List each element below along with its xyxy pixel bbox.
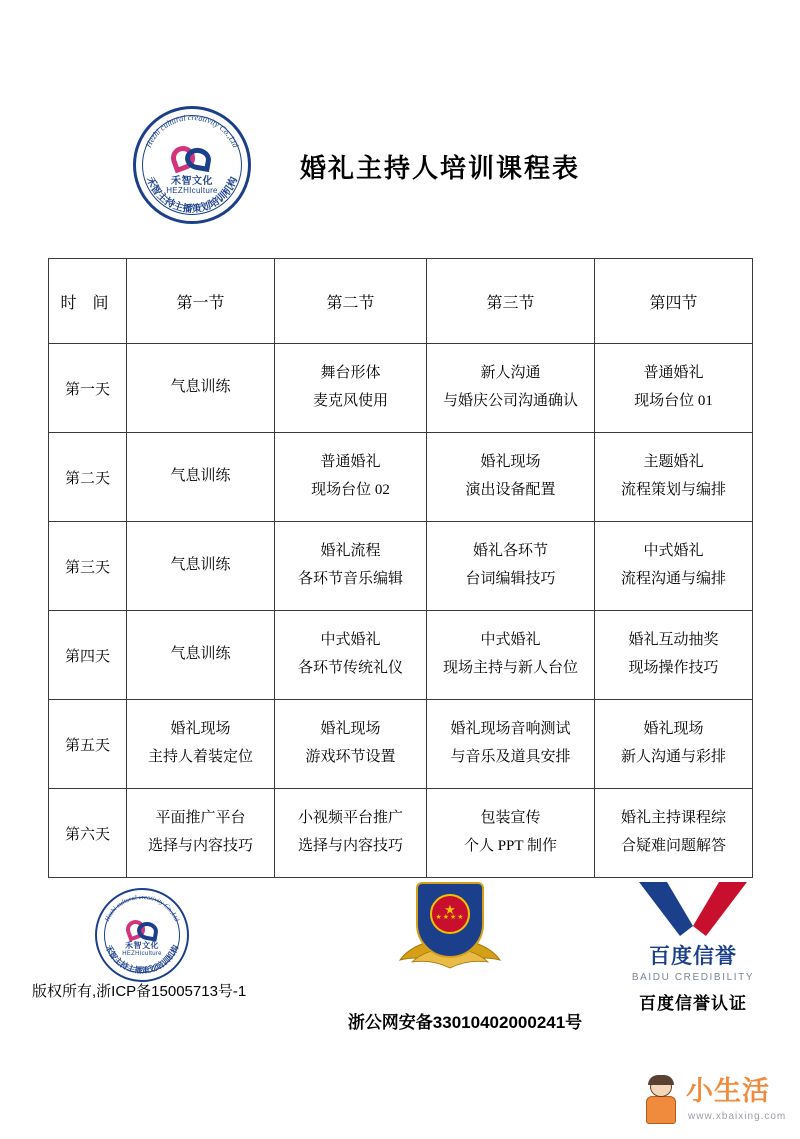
schedule-cell [427,522,595,611]
schedule-cell-line: 婚礼现场 [643,721,704,738]
schedule-cell-line: 婚礼流程 [320,543,381,560]
schedule-cell-line: 中式婚礼 [480,632,541,649]
schedule-cell-line: 中式婚礼 [643,543,704,560]
schedule-cell-line: 气息训练 [170,379,231,396]
footer-logo-name-cn: 禾智文化 [125,941,159,950]
baidu-name-cn: 百度信誉 [649,945,737,968]
table-row [49,611,753,700]
document-header [0,100,800,220]
schedule-cell-line: 气息训练 [170,557,231,574]
schedule-cell [127,611,275,700]
police-record-text: 浙公网安备33010402000241号 [347,1013,583,1032]
schedule-cell [275,433,427,522]
schedule-cell-line: 麦克风使用 [312,393,388,409]
schedule-cell [427,789,595,878]
schedule-cell-line: 现场主持与新人台位 [442,660,578,676]
schedule-cell [127,700,275,789]
schedule-cell [595,344,753,433]
schedule-cell [275,789,427,878]
footer-logo-arc-top-text: Hezhi cultural creativity Co.,Ltd [103,893,181,923]
schedule-cell-line: 婚礼各环节 [472,543,548,560]
logo-name-cn: 禾智文化 [171,176,213,187]
schedule-cell [595,789,753,878]
schedule-cell-line: 婚礼现场 [480,454,541,471]
logo-swirl-icon [169,144,215,174]
column-header-session-2: 第二节 [275,259,427,344]
schedule-cell [127,433,275,522]
schedule-cell [427,611,595,700]
schedule-cell-line: 台词编辑技巧 [465,571,556,587]
document-footer [0,880,800,1060]
schedule-table-body [49,344,753,878]
schedule-table [48,258,753,878]
schedule-cell-line: 与婚庆公司沟通确认 [442,393,578,409]
schedule-cell-line: 选择与内容技巧 [147,838,253,854]
table-row [49,344,753,433]
footer-company-logo [95,888,189,982]
schedule-cell-line: 与音乐及道具安排 [450,749,571,765]
schedule-cell-line: 中式婚礼 [320,632,381,649]
schedule-cell-line: 婚礼互动抽奖 [628,632,719,649]
schedule-cell [595,700,753,789]
copyright-text: 版权所有,浙ICP备15005713号-1 [32,983,247,1000]
day-label-cell: 第五天 [49,700,127,789]
page-title: 婚礼主持人培训课程表 [300,154,581,183]
schedule-cell-line: 新人沟通 [480,365,541,382]
schedule-cell-line: 主题婚礼 [643,454,704,471]
baidu-v-icon [608,880,778,938]
column-header-time: 时 间 [49,259,127,344]
schedule-cell-line: 气息训练 [170,646,231,663]
schedule-cell-line: 主持人着装定位 [147,749,253,765]
schedule-cell-line: 婚礼现场音响测试 [450,721,571,738]
footer-logo-swirl-icon [124,918,160,942]
schedule-cell-line: 合疑难问题解答 [620,838,726,854]
baidu-name-en: BAIDU CREDIBILITY [631,972,755,983]
table-row [49,522,753,611]
schedule-cell-line: 演出设备配置 [465,482,556,498]
schedule-cell-line: 婚礼主持课程综 [620,810,726,827]
schedule-cell-line: 现场操作技巧 [628,660,719,676]
schedule-cell-line: 舞台形体 [320,365,381,382]
footer-logo-arc-bottom-text: 禾智主持主播策划培训机构 [103,943,181,976]
logo-name-en: HEZHIculture [166,186,218,195]
watermark-text-en: www.xbaixing.com [688,1111,787,1122]
schedule-cell-line: 普通婚礼 [643,365,704,382]
schedule-cell [275,522,427,611]
watermark-text-cn: 小生活 [686,1076,770,1106]
logo-arc-top-text: Hezhi cultural creativity Co.,Ltd [143,112,241,149]
schedule-cell-line: 气息训练 [170,468,231,485]
schedule-cell-line: 各环节传统礼仪 [297,660,403,676]
site-watermark [642,1075,787,1131]
table-header-row [49,259,753,344]
day-label-cell: 第二天 [49,433,127,522]
schedule-cell-line: 平面推广平台 [155,810,246,827]
schedule-cell [595,433,753,522]
column-header-session-1: 第一节 [127,259,275,344]
schedule-cell-line: 普通婚礼 [320,454,381,471]
schedule-cell [427,344,595,433]
table-row [49,789,753,878]
schedule-cell [275,611,427,700]
day-label-cell: 第一天 [49,344,127,433]
schedule-cell [275,344,427,433]
table-row [49,700,753,789]
schedule-cell [427,700,595,789]
schedule-cell-line: 小视频平台推广 [297,810,403,827]
column-header-session-3: 第三节 [427,259,595,344]
footer-logo-name-en: HEZHIculture [122,951,162,957]
column-header-session-4: 第四节 [595,259,753,344]
day-label-cell: 第四天 [49,611,127,700]
day-label-cell: 第三天 [49,522,127,611]
schedule-cell [427,433,595,522]
schedule-cell [275,700,427,789]
baidu-certified-text: 百度信誉认证 [639,994,747,1013]
logo-arc-bottom-text: 禾智主持主播策划培训机构 [143,175,241,216]
police-badge-icon: ★ ★★★★ [396,882,504,988]
schedule-cell-line: 新人沟通与彩排 [620,749,726,765]
day-label-cell: 第六天 [49,789,127,878]
schedule-cell [127,522,275,611]
schedule-table-container [48,258,752,878]
schedule-cell-line: 各环节音乐编辑 [297,571,403,587]
schedule-cell-line: 流程策划与编排 [620,482,726,498]
schedule-cell-line: 现场台位 01 [634,393,713,409]
schedule-cell-line: 个人 PPT 制作 [463,838,558,854]
schedule-cell-line: 现场台位 02 [311,482,390,498]
schedule-cell-line: 选择与内容技巧 [297,838,403,854]
schedule-cell-line: 婚礼现场 [320,721,381,738]
schedule-cell [127,789,275,878]
schedule-cell [127,344,275,433]
schedule-cell-line: 婚礼现场 [170,721,231,738]
table-row [49,433,753,522]
schedule-cell [595,522,753,611]
schedule-cell-line: 流程沟通与编排 [620,571,726,587]
company-logo [133,106,251,224]
baidu-credibility-badge [608,880,778,1013]
schedule-cell [595,611,753,700]
schedule-cell-line: 包装宣传 [480,810,541,827]
schedule-cell-line: 游戏环节设置 [305,749,396,765]
mascot-icon [642,1077,682,1125]
